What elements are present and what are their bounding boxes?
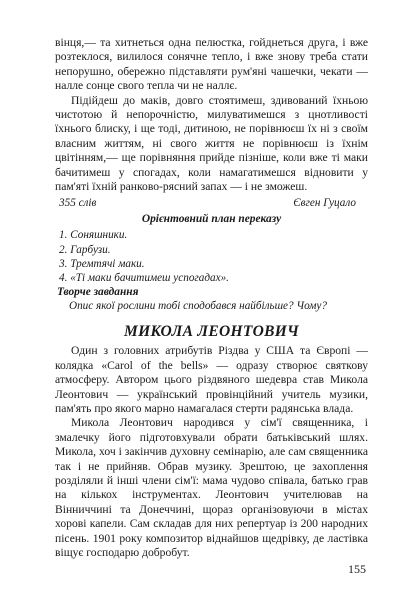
- creative-task-title: Творче завдання: [57, 286, 139, 299]
- text-meta: [59, 196, 356, 210]
- page-number: 155: [348, 562, 366, 576]
- paragraph-2: Підійдеш до маків, довго стоятимеш, здивований їхньою чистотою й непорочністю, милуватимешся з цнотливості їхнього блиску, і ще тоді, дитиною, не порівнюєш їх ні з своїм власним життям, ні свого життя не порівнюєш із їхнім цвітінням,— ще порівняння прийде пізніше, коли вже ті маки бачитимеш у спогадах, коли намагатимешся відновити у пам'яті їхній ранково-рясний запах — і не зможеш.: [55, 93, 368, 194]
- paragraph-1: вінця,— та хитнеться одна пелюстка, гойднеться друга, і вже розтеклося, вилилося сонячне тепло, і вже знову треба стати непорушно, обережно підставляти рум'яні чашечки, чекати — налле сонце свого тепла чи не наллє.: [55, 36, 368, 93]
- article-title: МИКОЛА ЛЕОНТОВИЧ: [124, 323, 299, 341]
- creative-task-text: Опис якої рослини тобі сподобався найбільше? Чому?: [69, 300, 327, 313]
- article-paragraph-1: Один з головних атрибутів Різдва у США та Європі — колядка «Carol of the bells» — одразу створює святкову атмосферу. Автором цього різдвяного шедевра став Микола Леонтович — український провінційний учитель музики, пам'ять про якого марно намагалася стерти радянська влада.: [55, 344, 368, 415]
- plan-item: 2. Гарбузи.: [59, 243, 111, 256]
- plan-item: 4. «Ті маки бачитимеш успогадах».: [59, 272, 229, 285]
- word-count: 355 слів: [59, 197, 97, 210]
- plan-list: [55, 228, 368, 285]
- plan-title: Орієнтовний план переказу: [141, 213, 282, 226]
- article-paragraph-2: Микола Леонтович народився у сім'ї священника, і змалечку його підготовхували обрати батьківський шлях. Микола, хоч і закінчив духовну семінарію, але сам священника так і не прийняв. Обрав музику. Зрештою, це захоплення розділяли й інші члени сім'ї: мама чудово співала, батько грав на кількох інструментах. Леонтович учителював на Вінниччині та Донеччині, щораз організовуючи в містах хорові капели. Сам складав для них репертуар із 200 народних пісень. 1901 року композитор віднайшов щедрівку, де ластівка віщує господарю добробут.: [55, 416, 368, 559]
- plan-item: 3. Тремтячі маки.: [59, 257, 145, 270]
- plan-item: 1. Соняшники.: [59, 229, 128, 242]
- author-name: Євген Гуцало: [293, 197, 356, 210]
